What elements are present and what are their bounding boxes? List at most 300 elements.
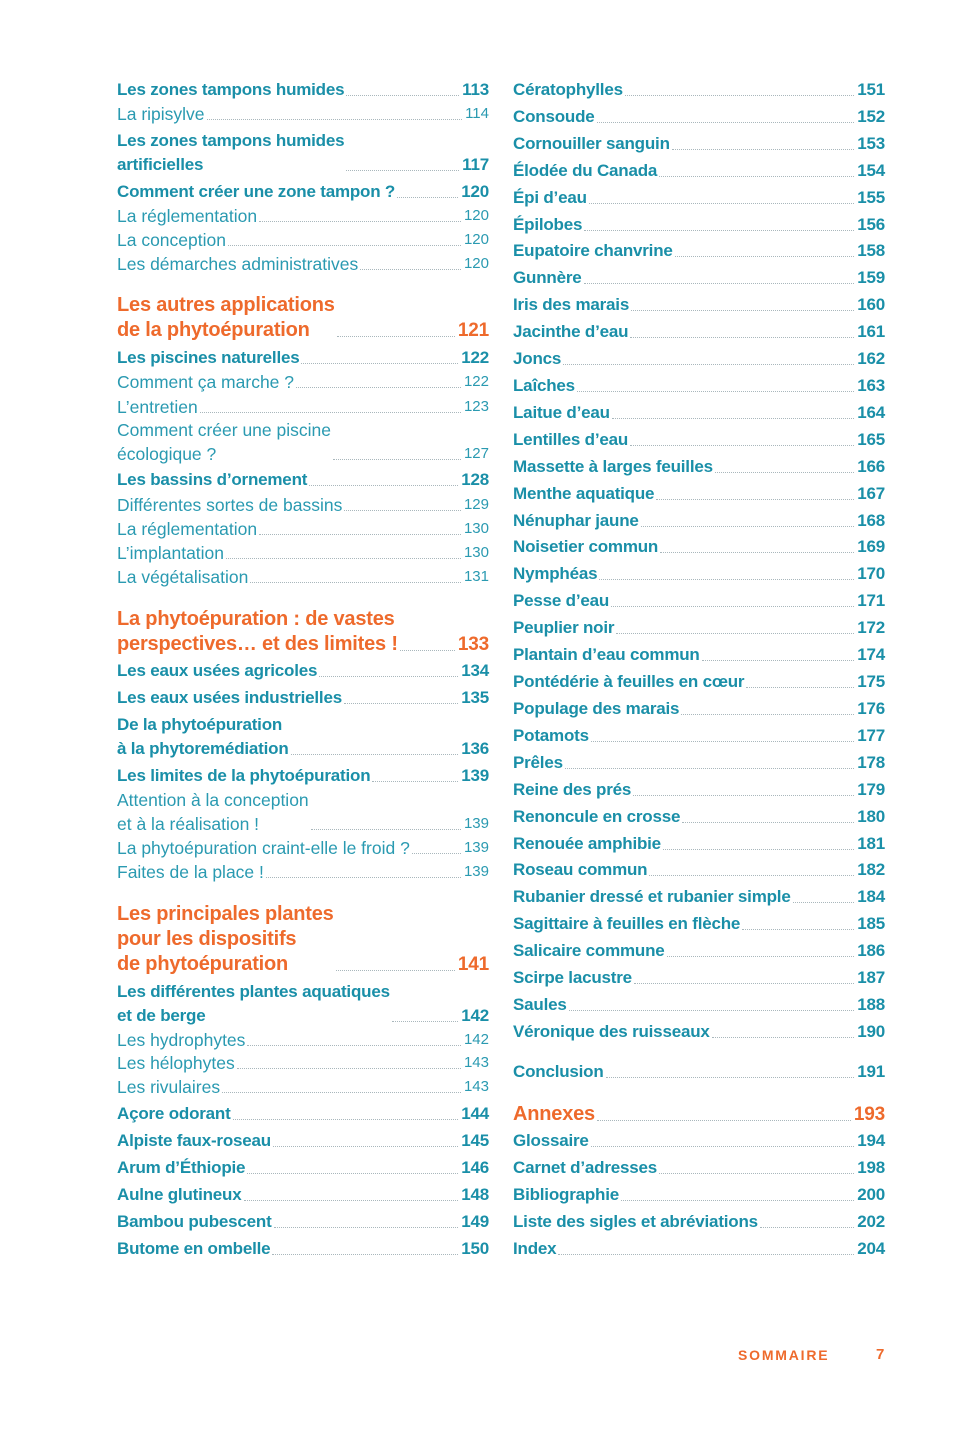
dot-leader: [412, 853, 461, 854]
toc-chapter[interactable]: [513, 401, 885, 425]
toc-entry-title: Cératophylles: [513, 80, 623, 99]
toc-entry-title: Attention à la conception et à la réalisation !: [117, 790, 309, 834]
dot-leader: [207, 119, 463, 120]
toc-chapter[interactable]: [117, 1237, 489, 1261]
toc-chapter[interactable]: [117, 686, 489, 710]
toc-page-number: 117: [462, 155, 489, 174]
toc-entry-title: Épilobes: [513, 215, 583, 234]
toc-entry-title: Jacinthe d’eau: [513, 322, 629, 341]
toc-page-number: 139: [463, 839, 489, 856]
toc-chapter[interactable]: [513, 535, 885, 559]
dot-leader: [337, 336, 455, 337]
dot-leader: [200, 412, 461, 413]
toc-page-number: 190: [857, 1022, 885, 1041]
dot-leader: [226, 558, 461, 559]
toc-entry-title: Les eaux usées agricoles: [117, 661, 318, 680]
toc-page-number: 133: [457, 634, 489, 655]
toc-chapter[interactable]: [513, 239, 885, 263]
toc-chapter[interactable]: [513, 455, 885, 479]
dot-leader: [597, 1120, 851, 1121]
toc-chapter[interactable]: [117, 713, 489, 761]
toc-chapter[interactable]: [513, 778, 885, 802]
toc-chapter[interactable]: [117, 1102, 489, 1126]
toc-chapter[interactable]: [513, 186, 885, 210]
toc-entry-title: Bibliographie: [513, 1185, 620, 1204]
toc-entry-title: Peuplier noir: [513, 618, 615, 637]
dot-leader: [584, 283, 855, 284]
toc-page-number: 162: [857, 349, 885, 368]
toc-entry-title: Les limites de la phytoépuration: [117, 766, 371, 785]
toc-page-number: 145: [461, 1131, 489, 1150]
toc-chapter[interactable]: [513, 78, 885, 102]
toc-entry-title: Épi d’eau: [513, 188, 587, 207]
dot-leader: [392, 1021, 458, 1022]
page-number: 7: [876, 1346, 885, 1363]
dot-leader: [309, 485, 458, 486]
toc-page-number: 143: [463, 1078, 489, 1095]
toc-subentry[interactable]: [117, 493, 489, 517]
toc-page-number: 114: [465, 105, 489, 122]
toc-page-number: 164: [857, 403, 885, 422]
dot-leader: [625, 95, 854, 96]
toc-page-number: 165: [857, 430, 885, 449]
toc-entry-title: L’entretien: [117, 397, 198, 417]
dot-leader: [631, 310, 854, 311]
toc-chapter[interactable]: [513, 428, 885, 452]
toc-entry-title: Les principales plantes pour les dispositifs de phytoépuration: [117, 903, 334, 975]
toc-page-number: 184: [857, 887, 885, 906]
toc-entry-title: Les différentes plantes aquatiques et de berge: [117, 982, 390, 1025]
dot-leader: [272, 1254, 458, 1255]
toc-page-number: 181: [857, 834, 885, 853]
dot-leader: [565, 768, 854, 769]
toc-page-number: 131: [463, 568, 489, 585]
toc-entry-title: Comment ça marche ?: [117, 372, 295, 392]
toc-entry-title: La réglementation: [117, 206, 258, 226]
dot-leader: [247, 1173, 458, 1174]
toc-entry-title: Butome en ombelle: [117, 1239, 271, 1258]
toc-page-number: 146: [461, 1158, 489, 1177]
toc-entry-title: Menthe aquatique: [513, 484, 655, 503]
toc-page-number: 139: [463, 815, 489, 832]
toc-subentry[interactable]: [117, 836, 489, 860]
toc-chapter[interactable]: [513, 1237, 885, 1261]
dot-leader: [372, 781, 458, 782]
dot-leader: [346, 95, 459, 96]
toc-entry-title: Cornouiller sanguin: [513, 134, 670, 153]
toc-subentry[interactable]: [117, 788, 489, 836]
toc-chapter[interactable]: [513, 482, 885, 506]
toc-entry-title: Plantain d’eau commun: [513, 645, 700, 664]
toc-page-number: 144: [461, 1104, 489, 1123]
dot-leader: [621, 1200, 854, 1201]
toc-chapter[interactable]: [117, 1183, 489, 1207]
toc-page-number: 185: [857, 914, 885, 933]
toc-entry-title: Comment créer une zone tampon ?: [117, 182, 396, 201]
toc-chapter[interactable]: [513, 616, 885, 640]
dot-leader: [400, 650, 455, 651]
toc-entry-title: Conclusion: [513, 1062, 604, 1081]
toc-entry-title: Eupatoire chanvrine: [513, 241, 673, 260]
dot-leader: [273, 1146, 458, 1147]
toc-chapter[interactable]: [513, 1183, 885, 1207]
toc-chapter[interactable]: [513, 293, 885, 317]
toc-subentry[interactable]: [117, 370, 489, 394]
dot-leader: [630, 337, 854, 338]
toc-page-number: 130: [463, 520, 489, 537]
toc-page-number: 204: [857, 1239, 885, 1258]
toc-chapter[interactable]: [117, 1129, 489, 1153]
dot-leader: [247, 1045, 461, 1046]
toc-page-number: 191: [857, 1062, 885, 1081]
toc-chapter[interactable]: [513, 858, 885, 882]
toc-entry-title: Les démarches administratives: [117, 254, 359, 274]
toc-entry-title: Pontédérie à feuilles en cœur: [513, 672, 745, 691]
toc-chapter[interactable]: [513, 912, 885, 936]
toc-page-number: 177: [857, 726, 885, 745]
dot-leader: [715, 472, 854, 473]
dot-leader: [311, 829, 461, 830]
toc-page-number: 153: [857, 134, 885, 153]
dot-leader: [222, 1092, 461, 1093]
toc-chapter[interactable]: [513, 266, 885, 290]
toc-entry-title: Noisetier commun: [513, 537, 659, 556]
dot-leader: [760, 1227, 854, 1228]
dot-leader: [344, 510, 461, 511]
dot-leader: [569, 1010, 855, 1011]
toc-page-number: 122: [463, 373, 489, 390]
dot-leader: [344, 703, 458, 704]
toc-entry-title: Faites de la place !: [117, 862, 264, 882]
toc-entry-title: La phytoépuration : de vastes perspectives… et des limites !: [117, 608, 398, 655]
toc-chapter[interactable]: [117, 659, 489, 683]
toc-chapter[interactable]: [513, 374, 885, 398]
toc-page-number: 163: [857, 376, 885, 395]
toc-entry-title: Açore odorant: [117, 1104, 231, 1123]
toc-chapter[interactable]: [513, 805, 885, 829]
toc-page-number: 175: [857, 672, 885, 691]
toc-entry-title: Glossaire: [513, 1131, 589, 1150]
toc-entry-title: La conception: [117, 230, 226, 250]
toc-page-number: 168: [857, 511, 885, 530]
toc-page-number: 167: [857, 484, 885, 503]
dot-leader: [296, 387, 461, 388]
toc-page-number: 152: [857, 107, 885, 126]
toc-page-number: 142: [463, 1031, 489, 1048]
toc-entry-title: Les zones tampons humides: [117, 80, 345, 99]
dot-leader: [228, 245, 461, 246]
toc-chapter[interactable]: [513, 966, 885, 990]
dot-leader: [712, 1037, 855, 1038]
dot-leader: [660, 552, 854, 553]
toc-entry-title: Nénuphar jaune: [513, 511, 639, 530]
toc-chapter[interactable]: [513, 1156, 885, 1180]
toc-page-number: 143: [463, 1054, 489, 1071]
toc-page-number: 200: [857, 1185, 885, 1204]
toc-entry-title: Consoude: [513, 107, 595, 126]
toc-page-number: 178: [857, 753, 885, 772]
toc-page-number: 174: [857, 645, 885, 664]
toc-page-number: 123: [463, 398, 489, 415]
toc-chapter[interactable]: [513, 213, 885, 237]
toc-chapter[interactable]: [513, 832, 885, 856]
toc-chapter[interactable]: [117, 1156, 489, 1180]
toc-page-number: 155: [857, 188, 885, 207]
dot-leader: [591, 741, 854, 742]
toc-page-number: 182: [857, 860, 885, 879]
toc-entry-title: Bambou pubescent: [117, 1212, 272, 1231]
toc-entry-title: Les eaux usées industrielles: [117, 688, 342, 707]
toc-page-number: 187: [857, 968, 885, 987]
toc-chapter[interactable]: [513, 1060, 885, 1084]
dot-leader: [611, 606, 854, 607]
dot-leader: [591, 1146, 855, 1147]
toc-page-number: 202: [857, 1212, 885, 1231]
toc-page-number: 188: [857, 995, 885, 1014]
toc-subentry[interactable]: [117, 565, 489, 589]
toc-page-number: 141: [457, 954, 489, 975]
toc-entry-title: Potamots: [513, 726, 589, 745]
toc-chapter[interactable]: [513, 562, 885, 586]
toc-chapter[interactable]: [513, 1129, 885, 1153]
toc-page-number: 198: [857, 1158, 885, 1177]
toc-page-number: 156: [857, 215, 885, 234]
toc-chapter[interactable]: [513, 697, 885, 721]
dot-leader: [259, 534, 461, 535]
toc-page-number: 172: [857, 618, 885, 637]
toc-page-number: 179: [857, 780, 885, 799]
toc-chapter[interactable]: [513, 1020, 885, 1044]
dot-leader: [612, 418, 854, 419]
toc-subentry[interactable]: [117, 395, 489, 419]
toc-subentry[interactable]: [117, 1051, 489, 1075]
toc-page-number: 194: [857, 1131, 885, 1150]
dot-leader: [630, 445, 854, 446]
dot-leader: [360, 269, 461, 270]
toc-entry-title: Arum d’Éthiopie: [117, 1158, 246, 1177]
toc-entry-title: L’implantation: [117, 543, 225, 563]
dot-leader: [606, 1077, 855, 1078]
toc-entry-title: Les rivulaires: [117, 1077, 221, 1097]
toc-entry-title: La végétalisation: [117, 567, 249, 587]
toc-page-number: 186: [857, 941, 885, 960]
toc-subentry[interactable]: [117, 102, 489, 126]
toc-chapter[interactable]: [513, 105, 885, 129]
dot-leader: [333, 459, 461, 460]
toc-page-number: 169: [857, 537, 885, 556]
dot-leader: [274, 1227, 459, 1228]
toc-entry-title: Pesse d’eau: [513, 591, 610, 610]
toc-entry-title: Joncs: [513, 349, 562, 368]
toc-entry-title: Aulne glutineux: [117, 1185, 242, 1204]
toc-section[interactable]: [117, 607, 489, 657]
toc-subentry[interactable]: [117, 418, 489, 466]
toc-entry-title: Prêles: [513, 753, 563, 772]
toc-entry-title: Nymphéas: [513, 564, 598, 583]
dot-leader: [563, 364, 854, 365]
toc-page-number: 130: [463, 544, 489, 561]
toc-page-number: 193: [853, 1104, 885, 1125]
toc-chapter[interactable]: [117, 980, 489, 1028]
dot-leader: [682, 822, 854, 823]
dot-leader: [259, 221, 461, 222]
toc-page-number: 113: [462, 80, 489, 99]
dot-leader: [681, 714, 854, 715]
dot-leader: [558, 1254, 854, 1255]
toc-entry-title: Les zones tampons humides artificielles: [117, 131, 345, 174]
dot-leader: [641, 526, 855, 527]
toc-entry-title: La phytoépuration craint-elle le froid ?: [117, 838, 410, 858]
toc-subentry[interactable]: [117, 204, 489, 228]
toc-subentry[interactable]: [117, 1028, 489, 1052]
dot-leader: [589, 203, 854, 204]
toc-entry-title: Renoncule en crosse: [513, 807, 681, 826]
toc-entry-title: Gunnère: [513, 268, 582, 287]
toc-entry-title: De la phytoépuration à la phytoremédiation: [117, 715, 289, 758]
toc-subentry[interactable]: [117, 517, 489, 541]
dot-leader: [597, 122, 855, 123]
dot-leader: [702, 660, 855, 661]
toc-entry-title: Véronique des ruisseaux: [513, 1022, 710, 1041]
dot-leader: [319, 676, 458, 677]
toc-page-number: 120: [463, 255, 489, 272]
toc-entry-title: Index: [513, 1239, 557, 1258]
dot-leader: [237, 1068, 461, 1069]
dot-leader: [577, 391, 854, 392]
toc-chapter[interactable]: [513, 347, 885, 371]
toc-chapter[interactable]: [117, 346, 489, 370]
dot-leader: [672, 149, 854, 150]
toc-page-number: 148: [461, 1185, 489, 1204]
toc-section[interactable]: [117, 902, 489, 977]
dot-leader: [336, 970, 455, 971]
toc-chapter[interactable]: [117, 129, 489, 177]
toc-page-number: 160: [857, 295, 885, 314]
toc-page-number: 151: [857, 80, 885, 99]
toc-entry-title: Populage des marais: [513, 699, 680, 718]
toc-entry-title: Massette à larges feuilles: [513, 457, 713, 476]
toc-page-number: 121: [457, 320, 489, 341]
toc-chapter[interactable]: [117, 764, 489, 788]
dot-leader: [675, 256, 855, 257]
toc-chapter[interactable]: [513, 509, 885, 533]
toc-page-number: 170: [857, 564, 885, 583]
dot-leader: [233, 1119, 459, 1120]
toc-entry-title: Rubanier dressé et rubanier simple: [513, 887, 791, 906]
toc-page-number: 150: [461, 1239, 489, 1258]
toc-entry-title: Scirpe lacustre: [513, 968, 632, 987]
toc-section[interactable]: [117, 293, 489, 343]
toc-section[interactable]: [513, 1102, 885, 1127]
toc-page-number: 171: [857, 591, 885, 610]
toc-page-number: 128: [461, 470, 489, 489]
toc-subentry[interactable]: [117, 1075, 489, 1099]
toc-page-number: 158: [857, 241, 885, 260]
toc-subentry[interactable]: [117, 860, 489, 884]
toc-page-number: 149: [461, 1212, 489, 1231]
toc-page-number: 139: [461, 766, 489, 785]
toc-chapter[interactable]: [513, 1210, 885, 1234]
dot-leader: [250, 582, 461, 583]
toc-chapter[interactable]: [117, 468, 489, 492]
toc-chapter[interactable]: [513, 132, 885, 156]
toc-chapter[interactable]: [513, 939, 885, 963]
toc-chapter[interactable]: [513, 670, 885, 694]
toc-page-number: 166: [857, 457, 885, 476]
dot-leader: [649, 875, 854, 876]
toc-page-number: 120: [461, 182, 489, 201]
toc-page-number: 120: [463, 207, 489, 224]
toc-entry-title: Différentes sortes de bassins: [117, 495, 343, 515]
toc-entry-title: Annexes: [513, 1103, 595, 1125]
toc-entry-title: Les bassins d’ornement: [117, 470, 308, 489]
toc-page-number: 180: [857, 807, 885, 826]
dot-leader: [742, 929, 854, 930]
dot-leader: [656, 499, 854, 500]
toc-chapter[interactable]: [513, 589, 885, 613]
toc-page-number: 134: [461, 661, 489, 680]
toc-page-number: 127: [463, 445, 489, 462]
toc-chapter[interactable]: [513, 643, 885, 667]
toc-page-number: 129: [463, 496, 489, 513]
toc-page-number: 176: [857, 699, 885, 718]
toc-chapter[interactable]: [117, 1210, 489, 1234]
toc-chapter[interactable]: [513, 320, 885, 344]
toc-chapter[interactable]: [117, 180, 489, 204]
toc-chapter[interactable]: [117, 78, 489, 102]
toc-entry-title: Roseau commun: [513, 860, 648, 879]
toc-chapter[interactable]: [513, 724, 885, 748]
dot-leader: [301, 363, 458, 364]
toc-chapter[interactable]: [513, 751, 885, 775]
toc-entry-title: Lentilles d’eau: [513, 430, 629, 449]
toc-subentry[interactable]: [117, 252, 489, 276]
toc-entry-title: Laitue d’eau: [513, 403, 610, 422]
toc-page-number: 139: [463, 863, 489, 880]
toc-subentry[interactable]: [117, 228, 489, 252]
toc-page-number: 136: [461, 739, 489, 758]
toc-entry-title: Renouée amphibie: [513, 834, 661, 853]
dot-leader: [746, 687, 854, 688]
running-footer-title: SOMMAIRE: [738, 1347, 830, 1363]
toc-entry-title: Carnet d’adresses: [513, 1158, 658, 1177]
toc-subentry[interactable]: [117, 541, 489, 565]
toc-page-number: 142: [461, 1006, 489, 1025]
dot-leader: [397, 197, 458, 198]
dot-leader: [346, 170, 459, 171]
toc-entry-title: La ripisylve: [117, 104, 205, 124]
toc-entry-title: Iris des marais: [513, 295, 630, 314]
toc-entry-title: Comment créer une piscine écologique ?: [117, 420, 331, 464]
dot-leader: [659, 1173, 854, 1174]
toc-entry-title: Salicaire commune: [513, 941, 665, 960]
toc-page-number: 122: [461, 348, 489, 367]
dot-leader: [667, 956, 855, 957]
dot-leader: [291, 754, 459, 755]
toc-chapter[interactable]: [513, 159, 885, 183]
dot-leader: [634, 983, 854, 984]
toc-entry-title: Élodée du Canada: [513, 161, 658, 180]
toc-entry-title: La réglementation: [117, 519, 258, 539]
toc-page-number: 159: [857, 268, 885, 287]
toc-page-number: 161: [857, 322, 885, 341]
toc-entry-title: Reine des prés: [513, 780, 632, 799]
toc-chapter[interactable]: [513, 993, 885, 1017]
dot-leader: [266, 877, 461, 878]
dot-leader: [584, 230, 854, 231]
toc-chapter[interactable]: [513, 885, 885, 909]
toc-entry-title: Les hydrophytes: [117, 1030, 246, 1050]
